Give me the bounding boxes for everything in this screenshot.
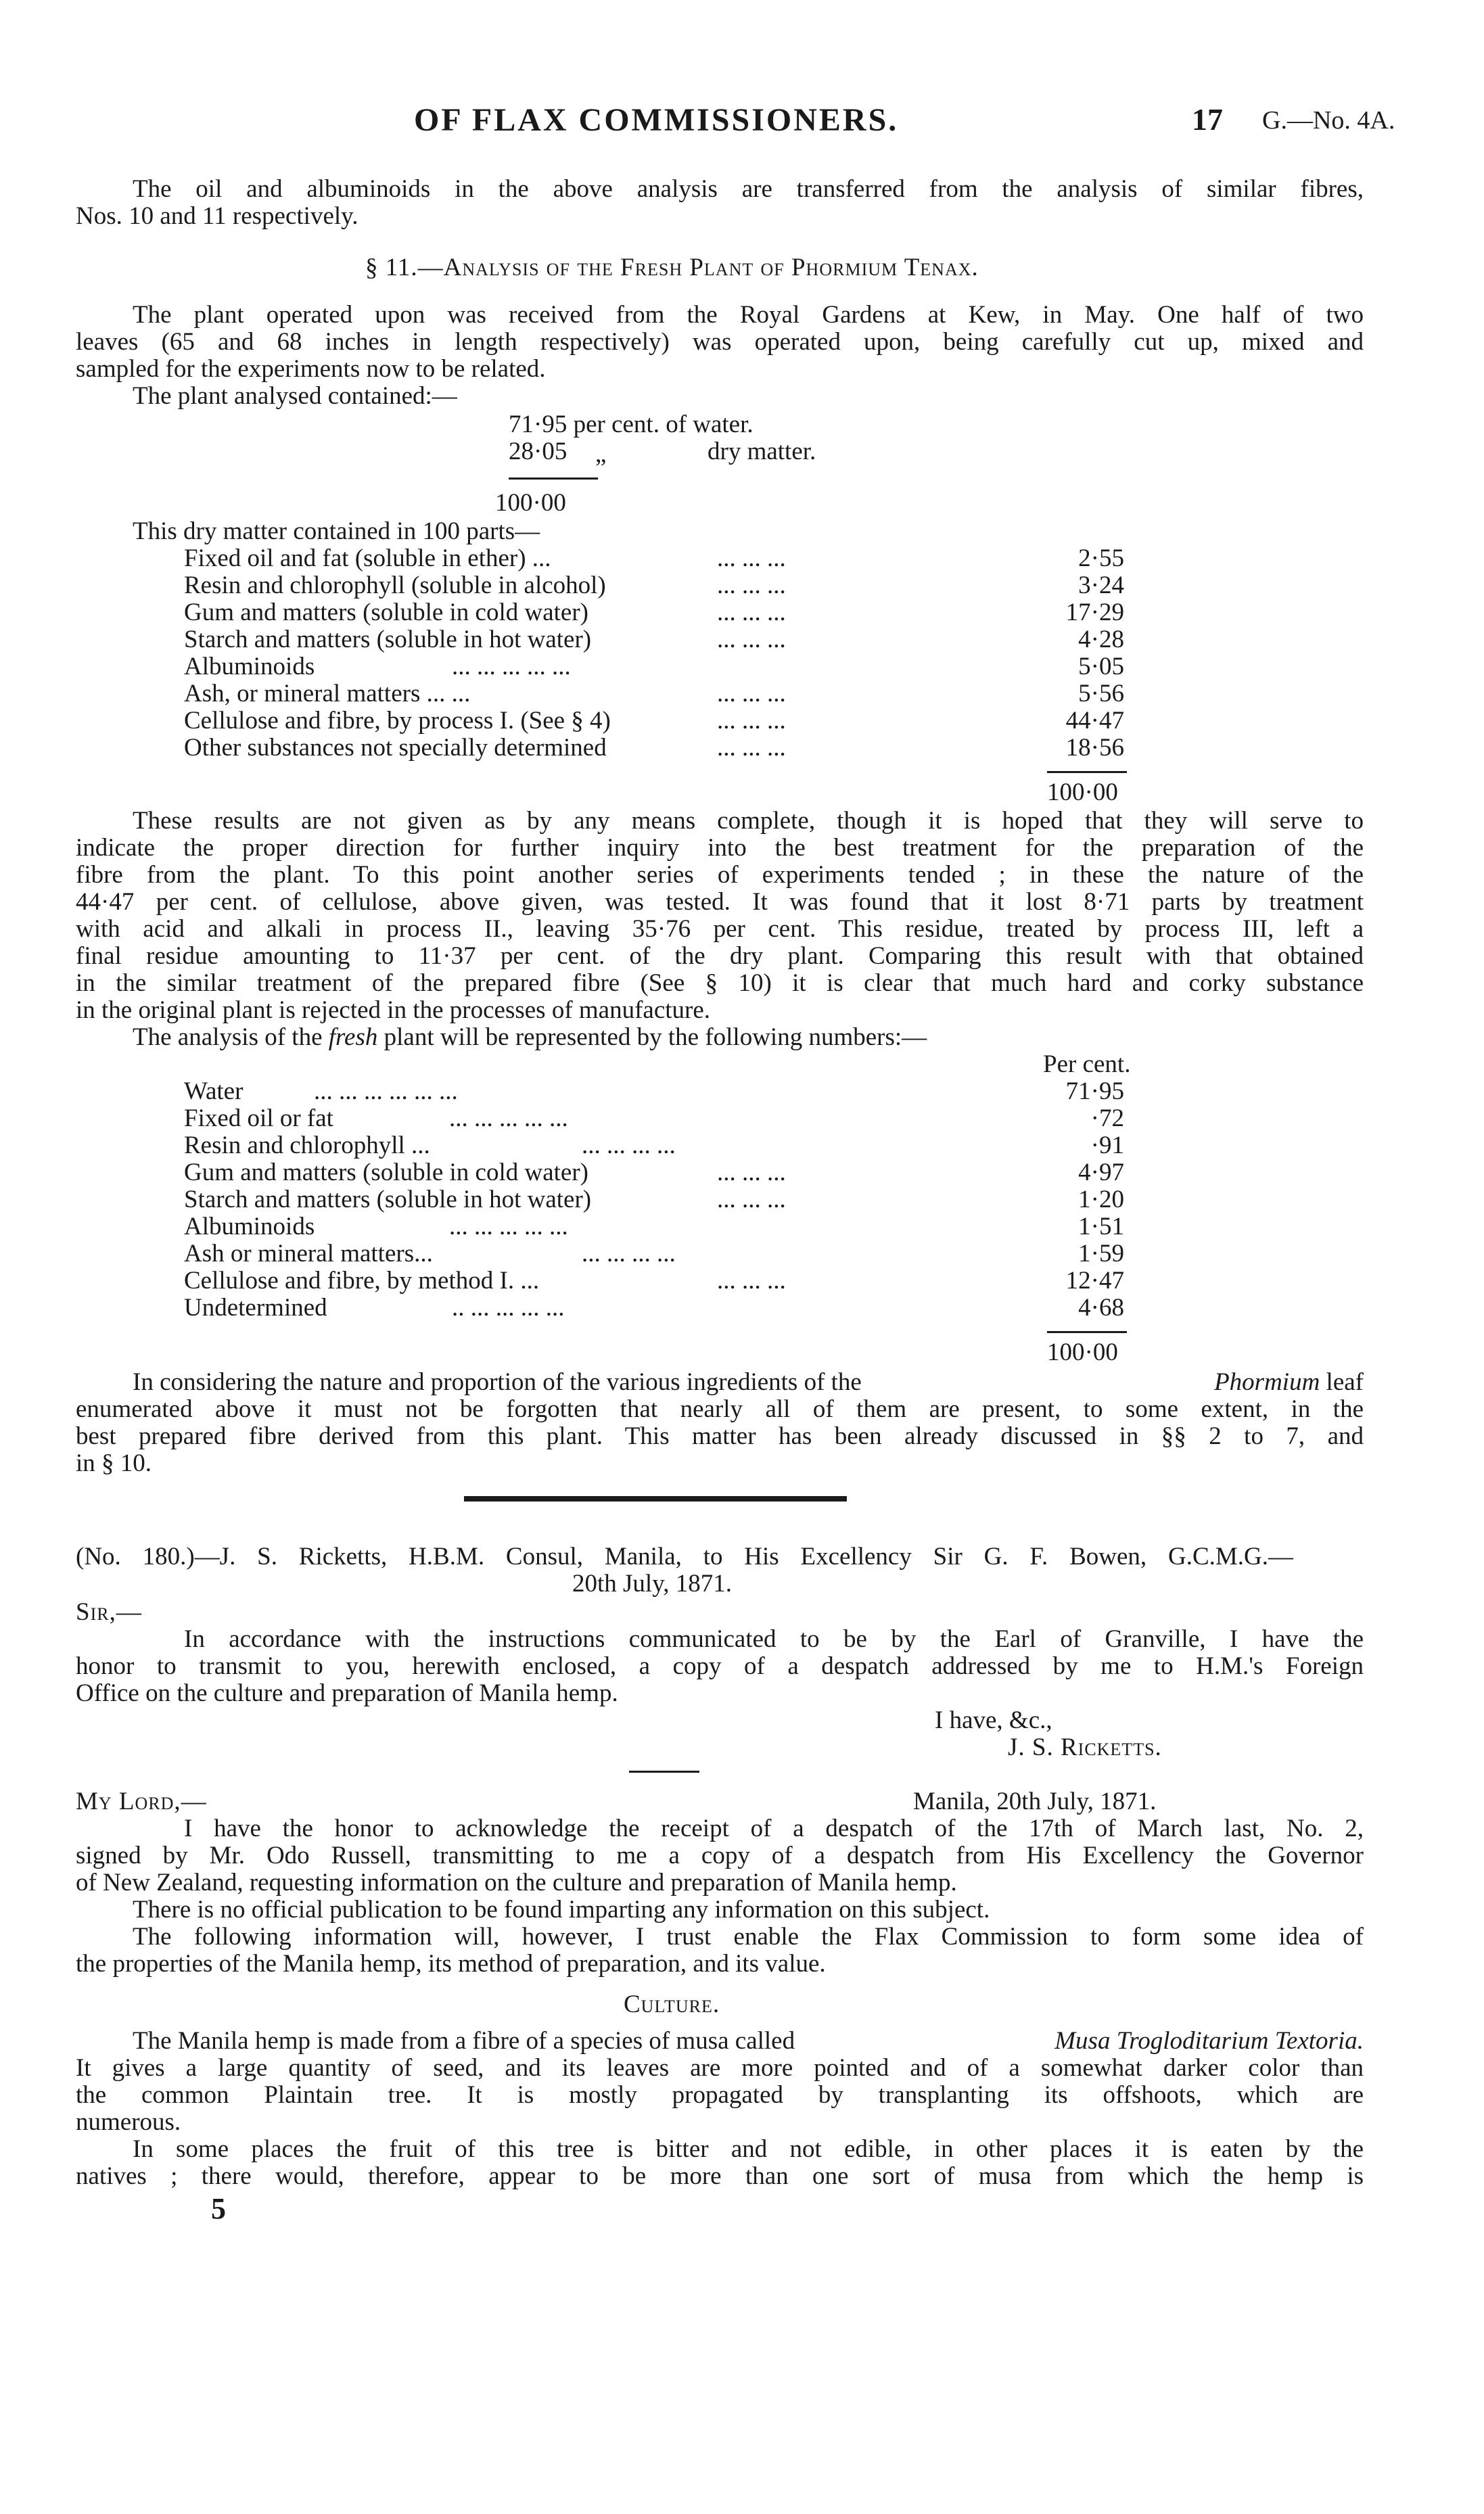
row-leader: ... ... ... <box>717 599 786 626</box>
culture-line: numerous. <box>76 2108 181 2136</box>
enclosure-line: signed by Mr. Odo Russell, transmitting to me a copy of a despatch from His Excellency the Governor <box>76 1842 1364 1869</box>
table-row <box>184 1213 1131 1240</box>
results-line: fibre from the plant. To this point another series of experiments tended ; in these the nature of the <box>76 861 1364 889</box>
letter-body-line-2: honor to transmit to you, herewith enclosed, a copy of a despatch addressed by me to H.M.'s Foreign <box>76 1652 1364 1680</box>
row-leader: ... ... ... <box>717 707 786 735</box>
fresh-intro-post: plant will be represented by the following numbers:— <box>384 1023 927 1051</box>
row-leader: ... ... ... ... ... <box>449 1213 568 1240</box>
enclosure-salutation: My Lord,— <box>76 1788 207 1815</box>
table-row <box>184 1295 1131 1322</box>
row-label: Water <box>184 1077 244 1105</box>
fresh-intro <box>133 1024 927 1051</box>
row-value: 1·59 <box>1078 1240 1124 1267</box>
row-value: 71·95 <box>1065 1077 1124 1105</box>
row-label: Albuminoids <box>184 653 315 680</box>
row-leader: ... ... ... <box>717 572 786 599</box>
table-row <box>184 545 1131 572</box>
letter-heading-line-1: (No. 180.)—J. S. Ricketts, H.B.M. Consul, Manila, to His Excellency Sir G. F. Bowen, G.C.M.G.— <box>76 1543 1293 1570</box>
table-row <box>184 680 1131 707</box>
page-number: 17 <box>1192 102 1223 137</box>
row-label: Gum and matters (soluble in cold water) <box>184 599 588 626</box>
letter-body-line-3: Office on the culture and preparation of Manila hemp. <box>76 1679 618 1707</box>
considering-tail <box>1214 1369 1364 1396</box>
sum-rule-2 <box>1047 771 1127 773</box>
page-title: OF FLAX COMMISSIONERS. <box>414 102 899 138</box>
culture-line: natives ; there would, therefore, appear to be more than one sort of musa from which the hemp is <box>76 2162 1364 2190</box>
row-leader: ... ... ... <box>717 1159 786 1186</box>
total-3: 100·00 <box>1047 1339 1118 1366</box>
row-value: 1·20 <box>1078 1186 1124 1213</box>
dry-value: 28·05 <box>509 438 567 465</box>
culture-line: the common Plaintain tree. It is mostly propagated by transplanting its offshoots, which are <box>76 2081 1364 2109</box>
row-label: Resin and chlorophyll (soluble in alcohol) <box>184 572 606 599</box>
letter-closing: I have, &c., <box>935 1706 1052 1734</box>
results-line: in the similar treatment of the prepared fibre (See § 10) it is clear that much hard and corky substance <box>76 969 1364 997</box>
considering-line-1 <box>133 1369 1364 1396</box>
row-leader: ... ... ... <box>717 680 786 707</box>
table-row <box>184 572 1131 599</box>
table-row <box>184 1186 1131 1213</box>
table-row <box>184 1132 1131 1159</box>
row-value: 5·56 <box>1078 680 1124 707</box>
table-row <box>184 1078 1131 1105</box>
culture-line: It gives a large quantity of seed, and its leaves are more pointed and of a somewhat darker color than <box>76 2054 1364 2082</box>
culture-line: In some places the fruit of this tree is bitter and not edible, in other places it is eaten by the <box>133 2135 1364 2163</box>
row-leader: ... ... ... <box>717 544 786 572</box>
row-label: Ash or mineral matters... <box>184 1240 433 1267</box>
per-cent-header: Per cent. <box>1043 1050 1131 1078</box>
section-heading: § 11.—Analysis of the Fresh Plant of Phormium Tenax. <box>365 254 979 281</box>
row-value: 2·55 <box>1078 544 1124 572</box>
results-line: These results are not given as by any means complete, though it is hoped that they will serve to <box>133 807 1364 835</box>
table-row <box>184 735 1131 762</box>
row-label: Resin and chlorophyll ... <box>184 1132 430 1159</box>
culture-heading: Culture. <box>624 1991 720 2018</box>
culture-text: The Manila hemp is made from a fibre of a species of musa called <box>133 2027 795 2055</box>
row-leader: ... ... ... <box>717 626 786 653</box>
row-label: Ash, or mineral matters ... ... <box>184 680 471 707</box>
row-label: Fixed oil or fat <box>184 1104 333 1132</box>
row-label: Cellulose and fibre, by process I. (See § 4) <box>184 707 611 735</box>
phormium-italic: Phormium <box>1214 1368 1320 1396</box>
row-leader: ... ... ... ... <box>582 1240 676 1267</box>
species-name-italic: Musa Trogloditarium Textoria. <box>1054 2027 1364 2055</box>
intro-line-1: The oil and albuminoids in the above analysis are transferred from the analysis of similar fibres, <box>133 175 1364 203</box>
row-label: Other substances not specially determined <box>184 734 607 762</box>
letter-signature: J. S. Ricketts. <box>1008 1733 1162 1761</box>
considering-text: In considering the nature and proportion of the various ingredients of the <box>133 1368 862 1396</box>
row-leader: ... ... ... ... ... <box>452 653 571 680</box>
row-label: Starch and matters (soluble in hot water) <box>184 1186 592 1213</box>
results-line: in the original plant is rejected in the processes of manufacture. <box>76 996 711 1024</box>
results-line: final residue amounting to 11·37 per cent. of the dry plant. Comparing this result with that obtained <box>76 942 1364 970</box>
results-line: 44·47 per cent. of cellulose, above given, was tested. It was found that it lost 8·71 parts by treatment <box>76 888 1364 916</box>
considering-line-2: enumerated above it must not be forgotten that nearly all of them are present, to some extent, in the <box>76 1395 1364 1423</box>
row-label: Albuminoids <box>184 1213 315 1240</box>
row-leader: ... ... ... ... ... <box>449 1104 568 1132</box>
dry-contained-label: This dry matter contained in 100 parts— <box>133 517 540 545</box>
row-leader: ... ... ... <box>717 1267 786 1295</box>
section-para-line-3: sampled for the experiments now to be related. <box>76 355 546 383</box>
table-row <box>184 626 1131 653</box>
letter-salutation: Sir,— <box>76 1598 142 1626</box>
table-row <box>184 599 1131 626</box>
enclosure-line: The following information will, however, I trust enable the Flax Commission to form some idea of <box>133 1923 1364 1951</box>
table-row <box>184 653 1131 680</box>
letter-body-line-1: In accordance with the instructions communicated to be by the Earl of Granville, I have the <box>184 1625 1364 1653</box>
results-line: with acid and alkali in process II., leaving 35·76 per cent. This residue, treated by process III, left a <box>76 915 1364 943</box>
fresh-intro-italic: fresh <box>328 1023 378 1051</box>
row-value: 5·05 <box>1078 653 1124 680</box>
document-reference: G.—No. 4A. <box>1262 106 1395 135</box>
section-para-line-2: leaves (65 and 68 inches in length respectively) was operated upon, being carefully cut up, mixed and <box>76 328 1364 356</box>
row-value: 12·47 <box>1065 1267 1124 1295</box>
table-row <box>184 1159 1131 1186</box>
considering-line-3: best prepared fibre derived from this plant. This matter has been already discussed in §§ 2 to 7, and <box>76 1422 1364 1450</box>
sum-rule-1 <box>509 478 598 480</box>
section-para-line-1: The plant operated upon was received from the Royal Gardens at Kew, in May. One half of two <box>133 301 1364 329</box>
row-leader: ... ... ... <box>717 734 786 762</box>
row-value: ·72 <box>1090 1104 1124 1132</box>
table-row <box>184 1240 1131 1267</box>
row-label: Undetermined <box>184 1294 327 1322</box>
row-leader: ... ... ... ... ... ... <box>314 1077 458 1105</box>
intro-line-2: Nos. 10 and 11 respectively. <box>76 202 358 230</box>
row-value: 44·47 <box>1065 707 1124 735</box>
dry-label: dry matter. <box>708 438 816 465</box>
row-leader: ... ... ... ... <box>582 1132 676 1159</box>
enclosure-line: the properties of the Manila hemp, its method of preparation, and its value. <box>76 1950 826 1978</box>
table-row <box>184 707 1131 735</box>
row-value: ·91 <box>1090 1132 1124 1159</box>
dry-ditto: „ <box>595 440 607 468</box>
enclosure-line: I have the honor to acknowledge the receipt of a despatch of the 17th of March last, No. 2, <box>184 1815 1364 1842</box>
row-leader: ... ... ... <box>717 1186 786 1213</box>
table-row <box>184 1267 1131 1295</box>
row-leader: .. ... ... ... ... <box>452 1294 565 1322</box>
total-1: 100·00 <box>495 489 566 517</box>
enclosure-line: There is no official publication to be found imparting any information on this subject. <box>133 1896 990 1924</box>
row-value: 4·28 <box>1078 626 1124 653</box>
results-line: indicate the proper direction for further inquiry into the best treatment for the preparation of the <box>76 834 1364 862</box>
row-label: Gum and matters (soluble in cold water) <box>184 1159 588 1186</box>
short-divider <box>629 1771 699 1773</box>
culture-line-1 <box>133 2028 1364 2055</box>
signature-mark: 5 <box>211 2192 226 2225</box>
row-label: Fixed oil and fat (soluble in ether) ... <box>184 544 551 572</box>
sum-rule-3 <box>1047 1331 1127 1333</box>
enclosure-line: of New Zealand, requesting information on the culture and preparation of Manila hemp. <box>76 1869 957 1896</box>
row-value: 3·24 <box>1078 572 1124 599</box>
row-value: 1·51 <box>1078 1213 1124 1240</box>
row-label: Starch and matters (soluble in hot water) <box>184 626 592 653</box>
section-divider <box>464 1496 847 1502</box>
enclosure-place-date: Manila, 20th July, 1871. <box>913 1788 1157 1815</box>
row-value: 17·29 <box>1065 599 1124 626</box>
considering-line-4: in § 10. <box>76 1449 152 1477</box>
total-2: 100·00 <box>1047 778 1118 806</box>
table-row <box>184 1105 1131 1132</box>
water-line: 71·95 per cent. of water. <box>509 411 753 438</box>
fresh-intro-pre: The analysis of the <box>133 1023 323 1051</box>
row-value: 4·68 <box>1078 1294 1124 1322</box>
row-value: 4·97 <box>1078 1159 1124 1186</box>
letter-heading-line-2: 20th July, 1871. <box>572 1570 733 1598</box>
row-value: 18·56 <box>1065 734 1124 762</box>
considering-end: leaf <box>1326 1368 1364 1396</box>
row-label: Cellulose and fibre, by method I. ... <box>184 1267 540 1295</box>
contained-label: The plant analysed contained:— <box>133 382 457 410</box>
